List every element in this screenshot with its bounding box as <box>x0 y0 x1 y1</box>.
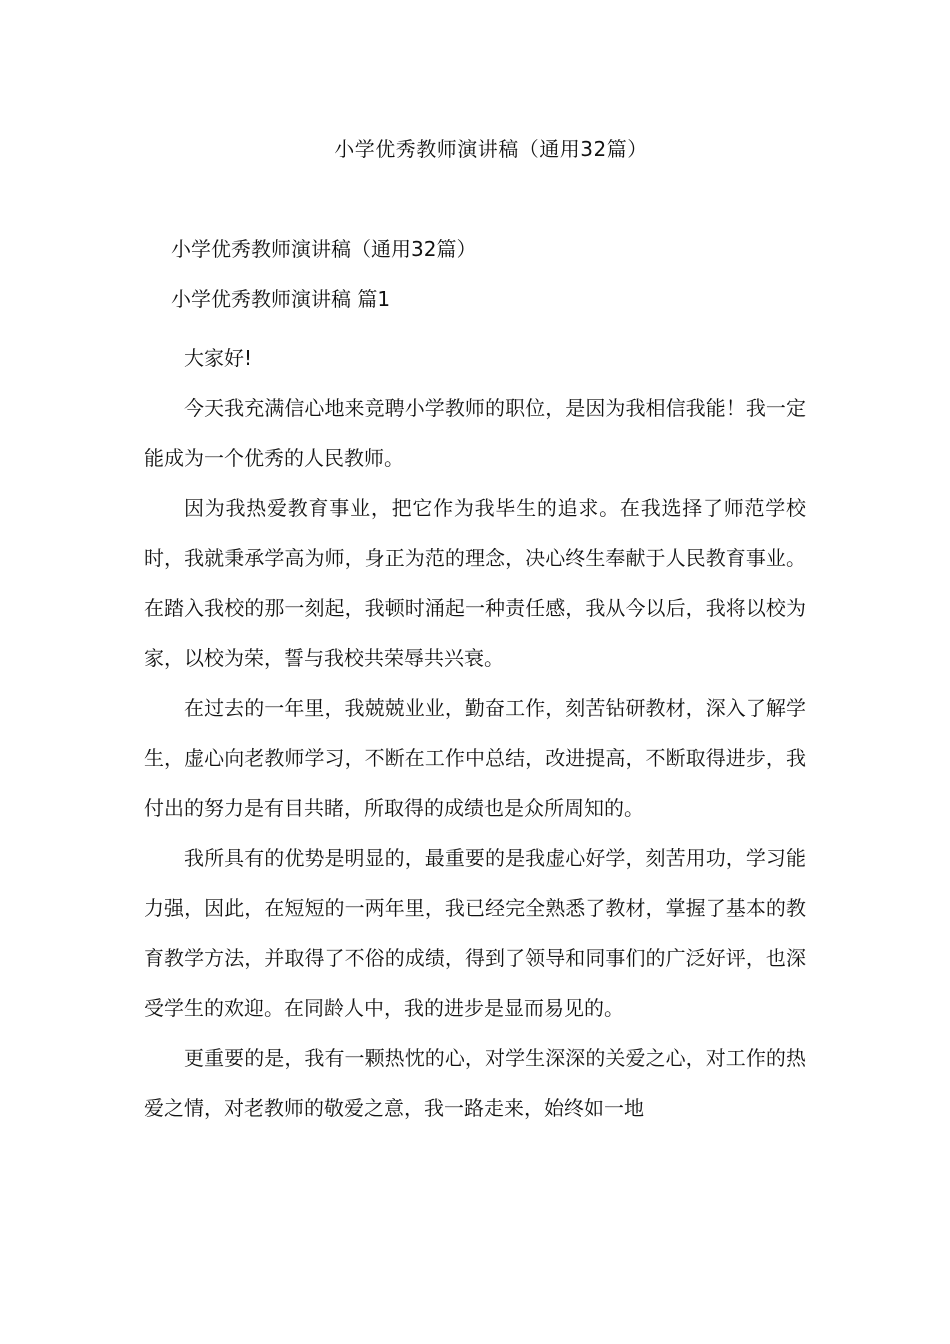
body-paragraph: 更重要的是，我有一颗热忱的心，对学生深深的关爱之心，对工作的热爱之情，对老教师的敬爱之意，我一路走来，始终如一地 <box>144 1046 806 1120</box>
greeting-paragraph: 大家好! <box>184 346 253 370</box>
body-paragraph: 今天我充满信心地来竞聘小学教师的职位，是因为我相信我能！我一定能成为一个优秀的人民教师。 <box>144 396 806 470</box>
section-heading: 小学优秀教师演讲稿 篇1 <box>171 287 391 311</box>
document-body <box>144 333 806 1133</box>
document-subtitle: 小学优秀教师演讲稿（通用32篇） <box>171 237 477 261</box>
document-title: 小学优秀教师演讲稿（通用32篇） <box>334 137 648 161</box>
body-paragraph: 我所具有的优势是明显的，最重要的是我虚心好学，刻苦用功，学习能力强，因此，在短短的一两年里，我已经完全熟悉了教材，掌握了基本的教育教学方法，并取得了不俗的成绩，得到了领导和同事们的广泛好评，也深受学生的欢迎。在同龄人中，我的进步是显而易见的。 <box>144 846 806 1020</box>
body-paragraph: 在过去的一年里，我兢兢业业，勤奋工作，刻苦钻研教材，深入了解学生，虚心向老教师学习，不断在工作中总结，改进提高，不断取得进步，我付出的努力是有目共睹，所取得的成绩也是众所周知的。 <box>144 696 806 820</box>
body-paragraph: 因为我热爱教育事业，把它作为我毕生的追求。在我选择了师范学校时，我就秉承学高为师，身正为范的理念，决心终生奉献于人民教育事业。在踏入我校的那一刻起，我顿时涌起一种责任感，我从今以后，我将以校为家，以校为荣，誓与我校共荣辱共兴衰。 <box>144 496 806 670</box>
